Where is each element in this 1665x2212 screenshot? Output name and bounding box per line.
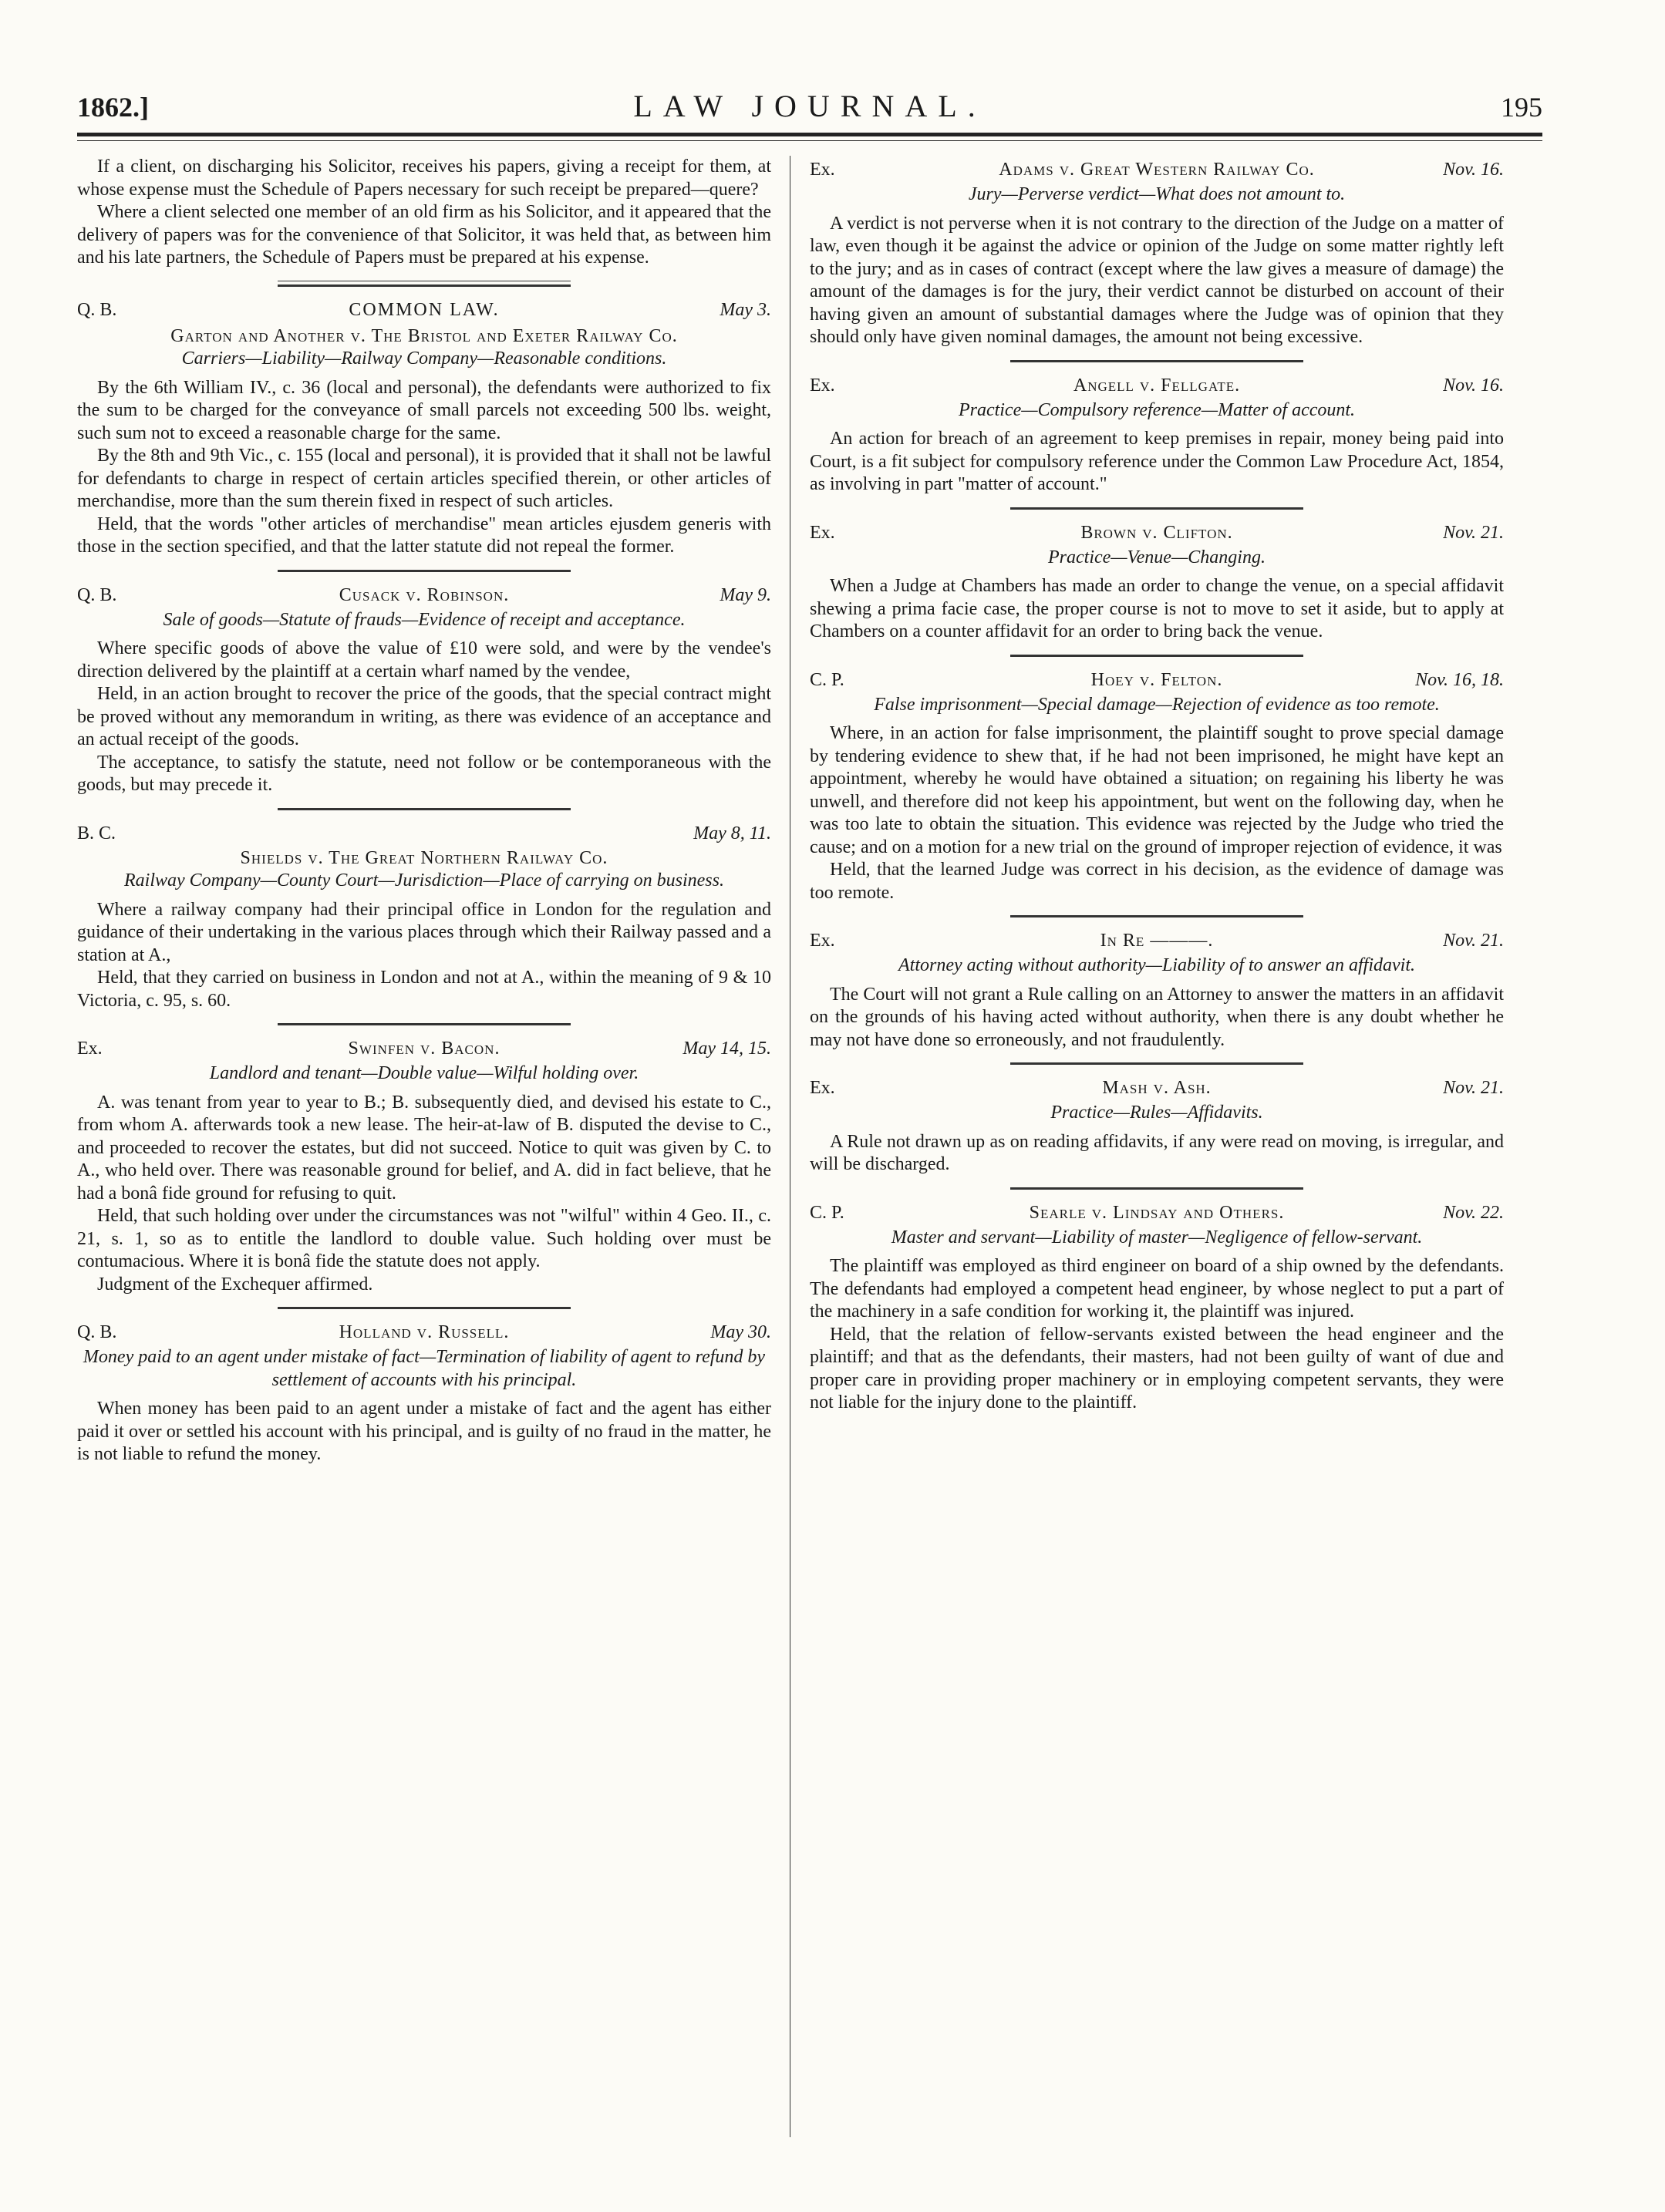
columns [77,156,1542,2160]
case-heading [810,159,1504,183]
separator [278,570,571,572]
case-searle [810,1202,1504,1415]
court-label: Q. B. [77,299,117,320]
case-heading [77,1038,771,1062]
case-date: Nov. 21. [1443,1078,1504,1098]
case-topic: Jury—Perverse verdict—What does not amount to. [968,184,1346,204]
intro-note [77,156,771,270]
paragraph: Where a railway company had their principal office in London for the regulation and guidance of their undertaking in the various places through which their Railway passed and a station at A., [77,899,771,965]
case-topic: Attorney acting without authority—Liability of to answer an affidavit. [898,955,1415,975]
case-name: Shields v. The Great Northern Railway Co. [240,847,608,868]
case-mash [810,1077,1504,1177]
separator [1010,1187,1303,1190]
court-label: Ex. [810,522,835,543]
page [77,85,1542,1464]
separator [1010,1062,1303,1065]
case-adams [810,159,1504,349]
court-label: Q. B. [77,1322,117,1342]
case-topic: Sale of goods—Statute of frauds—Evidence of receipt and acceptance. [163,609,686,630]
case-shields [77,823,771,1013]
case-name: Hoey v. Felton. [1090,669,1223,690]
case-swinfen [77,1038,771,1296]
case-topic: Practice—Rules—Affidavits. [1050,1103,1263,1123]
case-heading [77,584,771,609]
paragraph: Judgment of the Exchequer affirmed. [97,1274,373,1295]
paragraph: The acceptance, to satisfy the statute, need not follow or be contemporaneous with the goods, but may precede it. [77,752,771,795]
paragraph: Held, that the relation of fellow-servants existed between the head engineer and the plaintiff; and that as the defendants, their masters, had not been guilty of want of due and proper care in providing proper machinery or in employing competent servants, they were not liable for the injury done to the plaintiff. [810,1324,1504,1412]
paragraph: If a client, on discharging his Solicitor, receives his papers, giving a receipt for them, at whose expense must the Schedule of Papers necessary for such receipt be prepared—quere? [77,157,771,200]
running-head [77,85,1542,139]
case-name: Angell v. Fellgate. [1073,375,1241,396]
paragraph: Held, that the words "other articles of merchandise" mean articles ejusdem generis with those in the section specified, and that the latter statute did not repeal the former. [77,513,771,557]
case-name: Mash v. Ash. [1102,1078,1212,1098]
case-heading [810,930,1504,954]
court-label: Q. B. [77,584,117,605]
case-date: Nov. 16. [1443,160,1504,180]
case-heading [810,375,1504,399]
separator [1010,360,1303,362]
case-date: May 30. [710,1322,771,1342]
separator [1010,655,1303,657]
paragraph: When a Judge at Chambers has made an order to change the venue, on a special affidavit shewing a prima facie case, the proper course is not to move to set it aside, but to apply at Chambers on a counter affidavit for an order to bring back the venue. [810,576,1504,641]
paragraph: Held, that the learned Judge was correct in his decision, as the evidence of damage was too remote. [810,860,1504,903]
case-date: Nov. 16. [1443,375,1504,396]
court-label: C. P. [810,669,844,690]
paragraph: The plaintiff was employed as third engineer on board of a ship owned by the defendants. The defendants had employed a competent head engineer, by whose neglect to put a part of the machinery in a safe condition for working it, the plaintiff was injured. [810,1256,1504,1321]
page-number: 195 [1501,92,1542,123]
case-heading [77,823,771,847]
case-name: Adams v. Great Western Railway Co. [999,160,1315,180]
case-brown [810,522,1504,644]
case-name: In Re ———. [1100,931,1214,951]
paragraph: Where, in an action for false imprisonment, the plaintiff sought to prove special damage by tendering evidence to shew that, if he had not been imprisoned, he might have kept an appointment, whereby he would have obtained a situation; on regaining his liberty he was unwell, and therefore did not keep his appointment, but went on the following day, when he was too late to obtain the situation. This evidence was rejected by the Judge who tried the cause; and on a motion for a new trial on the ground of improper rejection of evidence, it was [810,723,1504,857]
case-heading [810,522,1504,547]
paragraph: The Court will not grant a Rule calling on an Attorney to answer the matters in an affidavit on the grounds of his having acted without authority, when there is any doubt whether he may not have done so erroneously, and not fraudulently. [810,984,1504,1050]
case-angell [810,375,1504,497]
case-heading [77,1321,771,1346]
paragraph: A Rule not drawn up as on reading affidavits, if any were read on moving, is irregular, and will be discharged. [810,1131,1504,1174]
case-topic: False imprisonment—Special damage—Rejection of evidence as too remote. [874,694,1440,715]
case-date: Nov. 22. [1443,1202,1504,1223]
case-topic: Landlord and tenant—Double value—Wilful holding over. [209,1063,639,1083]
case-name: Garton and Another v. The Bristol and Exeter Railway Co. [170,325,678,346]
case-topic: Money paid to an agent under mistake of fact—Termination of liability of agent to refund by settlement of accounts with his principal. [83,1347,766,1390]
header-rule-thick [77,133,1542,136]
paragraph: By the 6th William IV., c. 36 (local and personal), the defendants were authorized to fix the sum to be charged for the conveyance of small parcels not exceeding 500 lbs. weight, such sum not to exceed a reasonable charge for the same. [77,377,771,443]
paragraph: By the 8th and 9th Vic., c. 155 (local and personal), it is provided that it shall not be lawful for defendants to charge in respect of certain articles specified therein, or other articles of merchandise, more than the sum therein fixed in respect of such articles. [77,446,771,511]
case-name: Searle v. Lindsay and Others. [1029,1202,1285,1223]
paragraph: A. was tenant from year to year to B.; B. subsequently died, and devised his estate to C., from whom A. afterwards took a new lease. The heir-at-law of B. disputed the devise to C., and proceeded to recover the estates, but did not succeed. Notice to quit was given by C. to A., who held over. There was reasonable ground for belief, and A. did in fact believe, that he had a bonâ fide ground for refusing to quit. [77,1092,771,1204]
case-heading [810,1202,1504,1227]
separator [278,1307,571,1309]
court-label: Ex. [810,931,835,951]
case-topic: Practice—Compulsory reference—Matter of account. [958,399,1356,420]
case-name: Holland v. Russell. [339,1322,510,1342]
paragraph: Where a client selected one member of an old firm as his Solicitor, and it appeared that the delivery of papers was for the convenience of that Solicitor, it was held that, as between him and his late partners, the Schedule of Papers must be prepared at his expense. [77,202,771,268]
case-heading [810,669,1504,694]
case-date: May 3. [720,299,771,320]
case-date: May 9. [720,584,771,605]
case-heading [810,1077,1504,1102]
paragraph: When money has been paid to an agent under a mistake of fact and the agent has either paid it over or settled his account with his principal, and is guilty of no fraud in the matter, he is not liable to refund the money. [77,1399,771,1464]
separator [1010,507,1303,510]
left-column [77,156,771,1477]
case-holland [77,1321,771,1466]
case-garton [77,325,771,559]
case-date: Nov. 21. [1443,931,1504,951]
case-date: Nov. 16, 18. [1415,669,1504,690]
separator [278,281,571,287]
court-label: Ex. [77,1039,103,1059]
journal-title: LAW JOURNAL. [633,89,986,123]
case-topic: Practice—Venue—Changing. [1048,547,1266,567]
separator [278,808,571,810]
court-label: Ex. [810,1078,835,1098]
case-date: May 14, 15. [683,1039,771,1059]
section-title: COMMON LAW. [349,299,500,320]
separator [1010,915,1303,917]
paragraph: An action for breach of an agreement to keep premises in repair, money being paid into Court, is a fit subject for compulsory reference under the Common Law Procedure Act, 1854, as involving in part "matter of account." [810,429,1504,494]
case-date: Nov. 21. [1443,522,1504,543]
header-rule-thin [77,140,1542,141]
paragraph: A verdict is not perverse when it is not contrary to the direction of the Judge on a matter of law, even though it be against the advice or opinion of the Judge on some matter rightly left to the jury; and as in cases of contract (except where the law gives a measure of damage) the amount of the damages is for the jury, their verdict cannot be disturbed on account of their having given an amount of substantial damages where the Judge was of opinion that they should only have given nominal damages, the amount not being excessive. [810,213,1504,347]
section-heading [77,299,771,325]
case-topic: Railway Company—County Court—Jurisdiction—Place of carrying on business. [124,870,724,891]
case-topic: Master and servant—Liability of master—Negligence of fellow-servant. [891,1227,1423,1247]
court-label: Ex. [810,160,835,180]
case-name: Swinfen v. Bacon. [348,1039,501,1059]
paragraph: Where specific goods of above the value of £10 were sold, and were by the vendee's direction delivered by the plaintiff at a certain wharf named by the vendee, [77,638,771,682]
case-hoey [810,669,1504,905]
court-label: B. C. [77,823,116,843]
case-cusack [77,584,771,797]
separator [278,1023,571,1025]
court-label: C. P. [810,1202,844,1223]
paragraph: Held, that they carried on business in London and not at A., within the meaning of 9 & 10 Victoria, c. 95, s. 60. [77,968,771,1011]
case-date: May 8, 11. [693,823,771,843]
case-name: Brown v. Clifton. [1080,522,1233,543]
case-in-re [810,930,1504,1052]
right-column [810,156,1504,1426]
paragraph: Held, in an action brought to recover the price of the goods, that the special contract might be proved without any memorandum in writing, as there was evidence of an acceptance and an actual receipt of the goods. [77,684,771,749]
case-topic: Carriers—Liability—Railway Company—Reasonable conditions. [181,348,667,369]
court-label: Ex. [810,375,835,396]
case-name: Cusack v. Robinson. [339,584,510,605]
header-year: 1862.] [77,92,149,123]
paragraph: Held, that such holding over under the circumstances was not "wilful" within 4 Geo. II., c. 21, s. 1, so as to entitle the landlord to double value. Such holding over must be contumacious. Where it is bonâ fide the statute does not apply. [77,1206,771,1271]
